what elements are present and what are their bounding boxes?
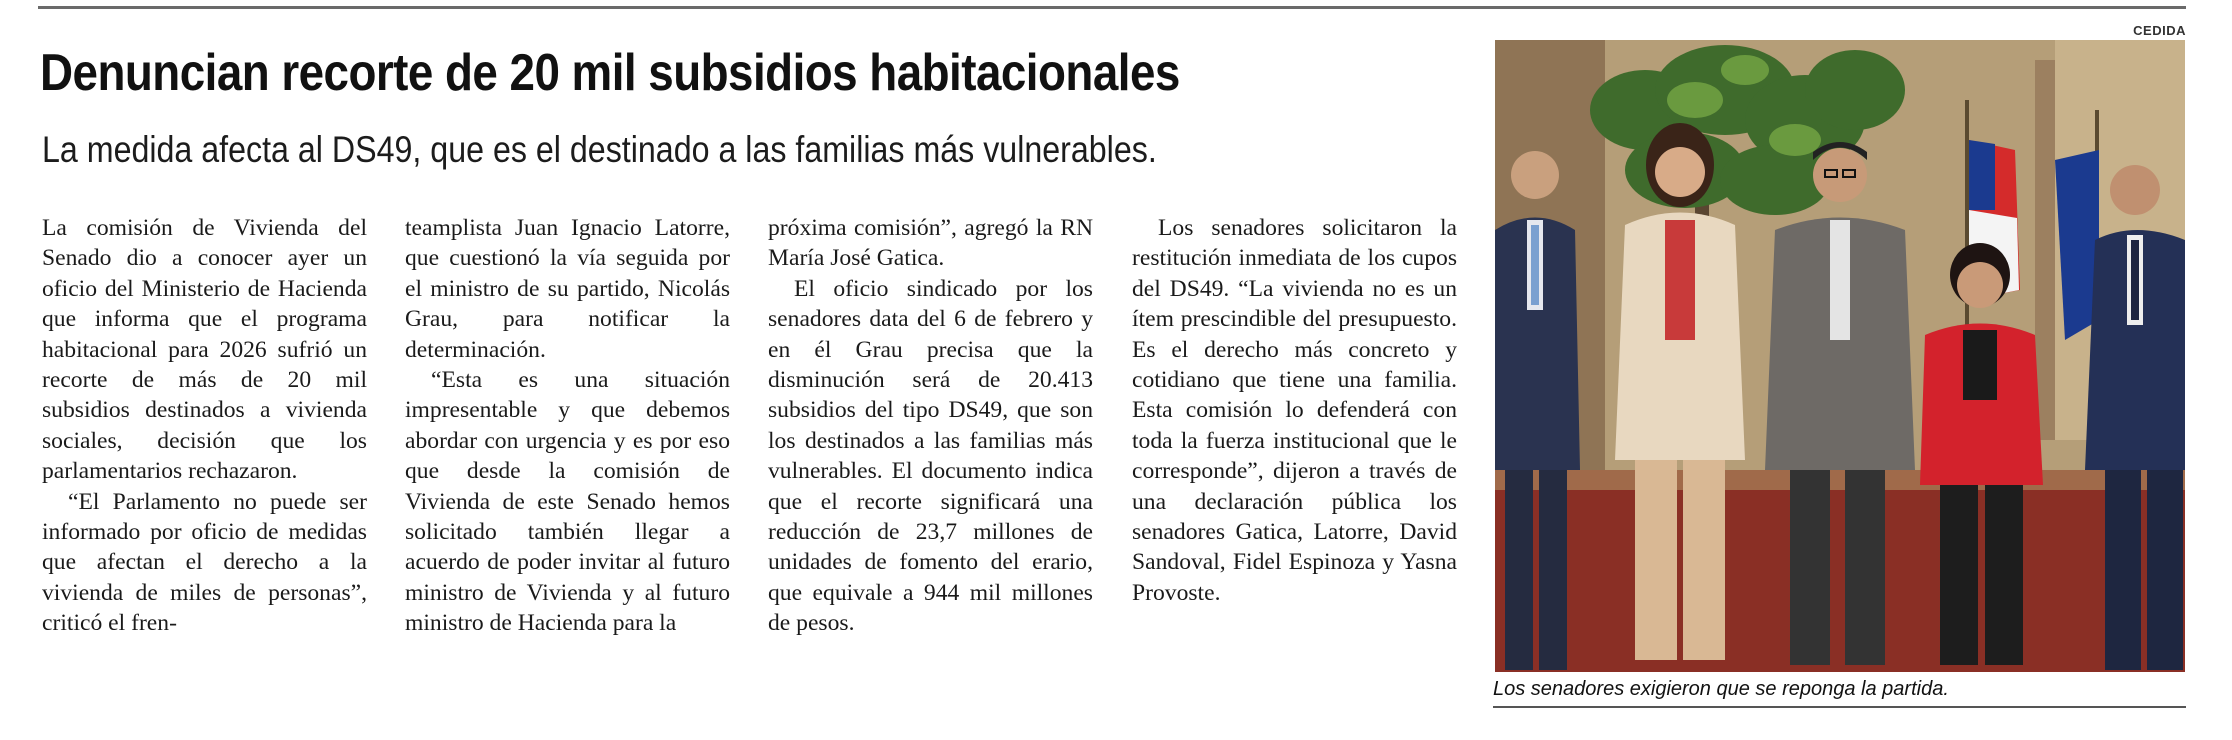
paragraph: “Esta es una situación impresentable y que debemos abordar con urgencia y es por eso que desde la comisión de Vivienda de este Senado hemos solicitado también llegar a acuerdo de poder invitar al futuro ministro de Vivienda y al futuro ministro de Hacienda para la xyxy=(405,367,730,637)
paragraph: Los senadores solicitaron la restitución inmediata de los cupos del DS49. “La vivienda no es un ítem prescindible del presupuesto. Es el derecho más concreto y cotidiano que tiene una familia. Esta comisión lo defenderá con toda la fuerza institucional que le corresponde”, dijeron a través de una declaración pública los senadores Gatica, Latorre, David Sandoval, Fidel Espinoza y Yasna Provoste. xyxy=(1132,215,1457,606)
subheadline: La medida afecta al DS49, que es el destinado a las familias más vulnerables. xyxy=(42,129,1157,170)
paragraph: próxima comisión”, agregó la RN María José Gatica. xyxy=(768,215,1093,272)
text-column-4 xyxy=(1132,213,1457,608)
caption-rule xyxy=(1493,706,2186,708)
article-photo xyxy=(1495,40,2185,672)
text-column-1 xyxy=(42,213,367,639)
paragraph: teamplista Juan Ignacio Latorre, que cuestionó la vía seguida por el ministro de su partido, Nicolás Grau, para notificar la determinación. xyxy=(405,215,730,363)
senators-group-photo xyxy=(1495,40,2185,672)
text-column-3 xyxy=(768,213,1093,639)
photo-caption: Los senadores exigieron que se reponga la partida. xyxy=(1493,678,1949,700)
top-rule xyxy=(38,6,2186,9)
paragraph: “El Parlamento no puede ser informado por oficio de medidas que afectan el derecho a la vivienda de miles de personas”, criticó el fren- xyxy=(42,488,367,637)
text-column-2 xyxy=(405,213,730,639)
paragraph: La comisión de Vivienda del Senado dio a conocer ayer un oficio del Ministerio de Hacienda que informa que el programa habitacional para 2026 sufrió un recorte de más de 20 mil subsidios destinados a vivienda sociales, decisión que los parlamentarios rechazaron. xyxy=(42,215,367,485)
headline: Denuncian recorte de 20 mil subsidios habitacionales xyxy=(40,44,1180,102)
photo-credit: CEDIDA xyxy=(2133,23,2186,38)
paragraph: El oficio sindicado por los senadores data del 6 de febrero y en él Grau precisa que la disminución será de 20.413 subsidios del tipo DS49, que son los destinados a las familias más vulnerables. El documento indica que el recorte significará una reducción de 23,7 millones de unidades de fomento del erario, que equivale a 944 mil millones de pesos. xyxy=(768,275,1093,637)
